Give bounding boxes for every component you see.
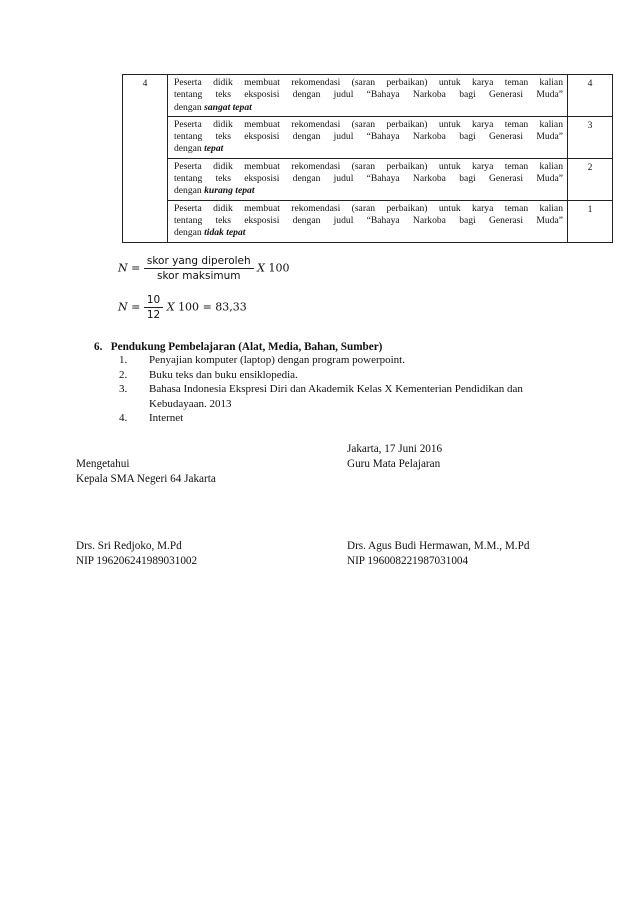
score-cell: 1	[568, 200, 613, 242]
fraction-denominator: 12	[146, 309, 161, 321]
criteria-level: dengan kurang tepat	[174, 185, 255, 197]
criteria-description	[168, 116, 568, 158]
formula-fraction	[144, 255, 254, 282]
score-calculation	[118, 294, 247, 321]
criteria-description	[168, 200, 568, 242]
criteria-description	[168, 158, 568, 200]
list-item: 1. Penyajian komputer (laptop) dengan program powerpoint.	[119, 354, 405, 366]
principal-role: Kepala SMA Negeri 64 Jakarta	[76, 473, 216, 485]
table-row	[123, 158, 613, 200]
criteria-level: dengan sangat tepat	[174, 101, 252, 113]
table-row	[123, 200, 613, 242]
formula-times: X	[166, 300, 175, 314]
formula-variable: N	[118, 261, 128, 275]
fraction-numerator: 10	[144, 294, 163, 308]
score-cell: 3	[568, 116, 613, 158]
criteria-level: dengan tepat	[174, 143, 224, 155]
criteria-line: Peserta didik membuat rekomendasi (saran perbaikan) untuk karya teman kalian	[174, 160, 563, 172]
approval-label: Mengetahui	[76, 458, 130, 470]
resource-list	[119, 353, 564, 426]
score-formula	[118, 255, 290, 282]
list-item: 2. Buku teks dan buku ensiklopedia.	[119, 368, 298, 381]
list-item: 4. Internet	[119, 412, 184, 424]
teacher-role: Guru Mata Pelajaran	[347, 458, 441, 470]
place-date: Jakarta, 17 Juni 2016	[347, 443, 443, 455]
criteria-line: tentang teks eksposisi dengan judul “Bahaya Narkoba bagi Generasi Muda”	[174, 89, 563, 101]
table-row	[123, 75, 613, 117]
criteria-description	[168, 75, 568, 117]
item-number: 4	[123, 75, 168, 243]
formula-equals: =	[131, 300, 141, 314]
list-item: Kebudayaan. 2013	[149, 397, 232, 410]
criteria-line: Peserta didik membuat rekomendasi (saran perbaikan) untuk karya teman kalian	[174, 202, 563, 214]
formula-factor: 100	[178, 300, 200, 314]
formula-variable: N	[118, 300, 128, 314]
teacher-name: Drs. Agus Budi Hermawan, M.M., M.Pd	[347, 540, 530, 552]
formula-equals: =	[202, 300, 212, 314]
formula-equals: =	[131, 261, 141, 275]
principal-name: Drs. Sri Redjoko, M.Pd	[76, 540, 182, 552]
criteria-line: tentang teks eksposisi dengan judul “Bahaya Narkoba bagi Generasi Muda”	[174, 131, 563, 143]
formula-result: 83,33	[215, 300, 247, 314]
teacher-nip: NIP 196008221987031004	[347, 555, 469, 567]
fraction-numerator: skor yang diperoleh	[144, 255, 254, 269]
principal-nip: NIP 196206241989031002	[76, 555, 198, 567]
formula-times: X	[257, 261, 265, 275]
formula-fraction	[144, 294, 163, 321]
fraction-denominator: skor maksimum	[157, 270, 241, 282]
list-item: 3. Bahasa Indonesia Ekspresi Diri dan Akademik Kelas X Kementerian Pendidikan dan	[119, 383, 523, 395]
table-row	[123, 116, 613, 158]
formula-factor: 100	[268, 261, 290, 275]
criteria-line: tentang teks eksposisi dengan judul “Bahaya Narkoba bagi Generasi Muda”	[174, 214, 563, 226]
section-heading: 6. Pendukung Pembelajaran (Alat, Media, Bahan, Sumber)	[94, 341, 383, 353]
criteria-line: Peserta didik membuat rekomendasi (saran perbaikan) untuk karya teman kalian	[174, 118, 563, 130]
criteria-line: tentang teks eksposisi dengan judul “Bahaya Narkoba bagi Generasi Muda”	[174, 173, 563, 185]
score-cell: 4	[568, 75, 613, 117]
criteria-level: dengan tidak tepat	[174, 227, 246, 239]
rubric-table	[122, 74, 613, 243]
score-cell: 2	[568, 158, 613, 200]
criteria-line: Peserta didik membuat rekomendasi (saran perbaikan) untuk karya teman kalian	[174, 77, 563, 88]
